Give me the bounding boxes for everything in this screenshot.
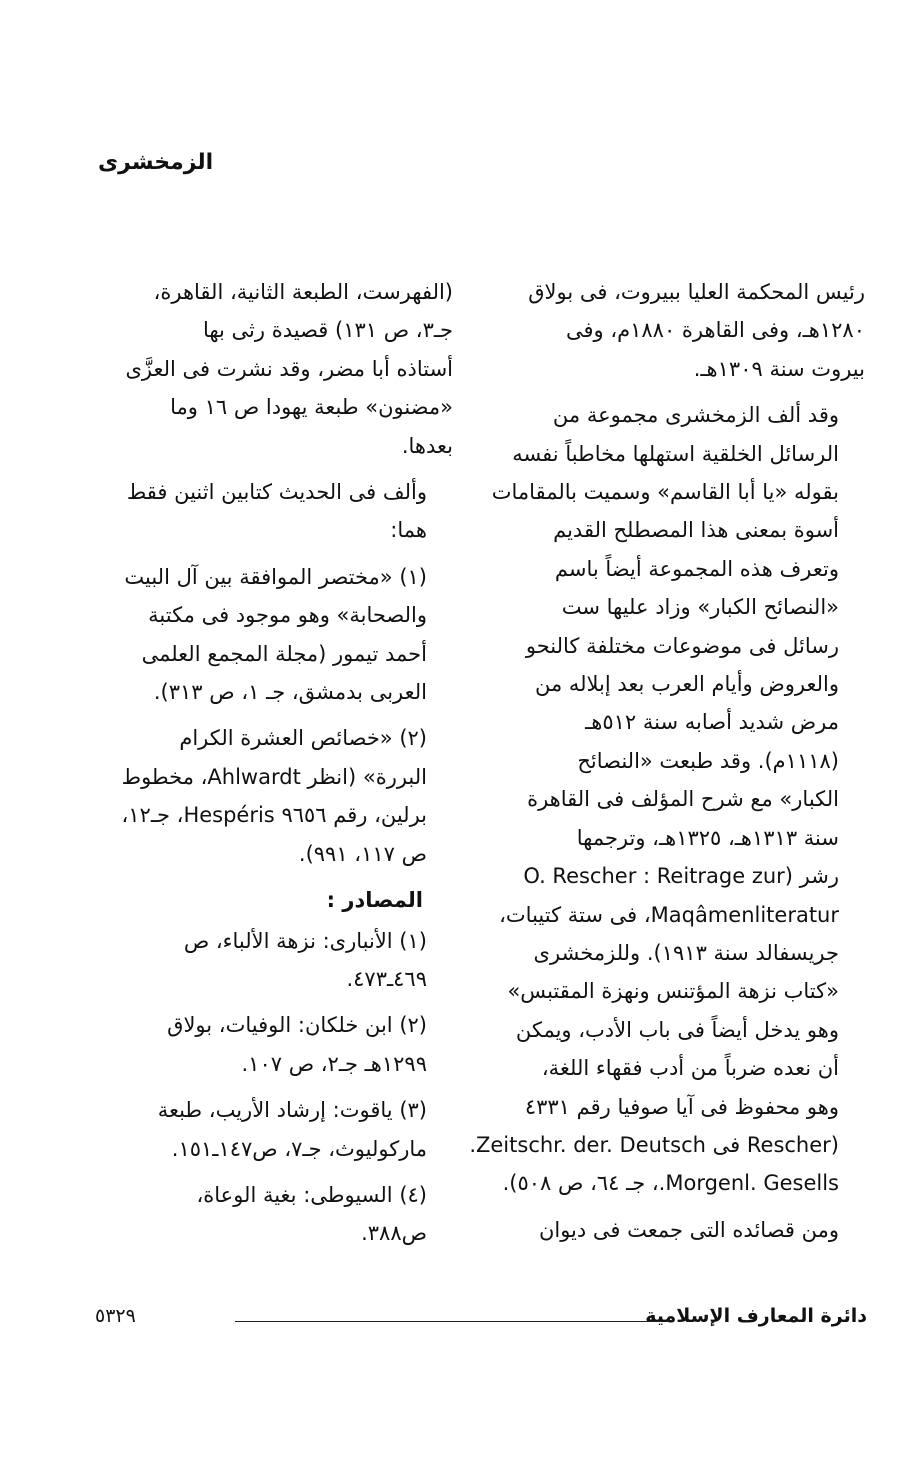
source-entry (95, 1006, 453, 1083)
text-line: سنة ١٣١٣هـ، ١٣٢٥هـ، وترجمها (576, 825, 839, 850)
text-line: وهو يدخل أيضاً فى باب الأدب، ويمكن (515, 1017, 839, 1042)
text-line: بيروت سنة ١٣٠٩هـ. (693, 356, 865, 381)
page-footer (95, 1305, 867, 1335)
text-line: وقد ألف الزمخشرى مجموعة من (552, 403, 839, 428)
text-line: مرض شديد أصابه سنة ٥١٢هـ (585, 710, 839, 735)
paragraph (95, 558, 453, 712)
text-line: رسائل فى موضوعات مختلفة كالنحو (525, 633, 839, 658)
text-line: جـ٣، ص ١٣١) قصيدة رثى بها (202, 318, 453, 343)
text-line: «كتاب نزهة المؤتنس ونهزة المقتبس» (507, 979, 839, 1004)
text-line: العربى بدمشق، جـ ١، ص ٣١٣). (153, 680, 427, 705)
text-line: (٤) السيوطى: بغية الوعاة، (196, 1182, 427, 1207)
paragraph (500, 1211, 865, 1249)
text-line: أسوة بمعنى هذا المصطلح القديم (553, 518, 839, 543)
text-line: «النصائح الكبار» وزاد عليها ست (561, 595, 839, 620)
text-line: أن نعده ضرباً من أدب فقهاء اللغة، (541, 1056, 839, 1081)
text-line: Maqâmenliteratur، فى ستة كتيبات، (499, 902, 839, 927)
paragraph (500, 273, 865, 388)
text-line: أستاذه أبا مضر، وقد نشرت فى العزَّى (125, 356, 453, 381)
paragraph (469, 396, 865, 1203)
paragraph (95, 273, 453, 465)
right-column (469, 273, 865, 1257)
text-line: جريسفالد سنة ١٩١٣). وللزمخشرى (533, 940, 839, 965)
text-line: ٤٦٩ـ٤٧٣. (346, 966, 427, 991)
text-line: ١٢٩٩هـ جـ٢، ص ١٠٧. (241, 1051, 427, 1076)
text-line: برلين، رقم ٩٦٥٦ Hespéris، جـ١٢، (121, 803, 427, 828)
text-line: (الفهرست، الطبعة الثانية، القاهرة، (153, 280, 453, 304)
text-line: ص٣٨٨. (361, 1221, 427, 1246)
paragraph (95, 719, 453, 873)
text-line: ومن قصائده التى جمعت فى ديوان (538, 1217, 839, 1242)
text-line: ص ١١٧، ٩٩١). (298, 841, 427, 866)
text-line: وألف فى الحديث كتابين اثنين فقط (126, 480, 427, 505)
text-line: ١٢٨٠هـ، وفى القاهرة ١٨٨٠م، وفى (565, 318, 865, 343)
source-entry (95, 922, 453, 999)
text-line: بعدها. (401, 433, 453, 458)
text-line: (٣) ياقوت: إرشاد الأريب، طبعة (157, 1098, 427, 1123)
left-column (95, 273, 453, 1261)
text-line: (١١١٨م). وقد طبعت «النصائح (577, 748, 839, 773)
text-line: (٢) ابن خلكان: الوفيات، بولاق (167, 1013, 427, 1038)
text-line: أحمد تيمور (مجلة المجمع العلمى (141, 641, 427, 666)
text-line: ماركوليوث، جـ٧، ص١٤٧ـ١٥١. (171, 1136, 427, 1161)
text-line: البررة» (انظر Ahlwardt، مخطوط (121, 764, 427, 789)
source-entry (95, 1176, 453, 1253)
text-line: Morgenl. Gesells.، جـ ٦٤، ص ٥٠٨). (502, 1171, 839, 1196)
paragraph (95, 473, 453, 550)
text-line: الرسائل الخلقية استهلها مخاطباً نفسه (512, 441, 839, 466)
footer-page-number: ٥٣٢٩ (95, 1305, 136, 1327)
text-line: رشر (O. Rescher : Reitrage zur (523, 864, 839, 889)
text-line: بقوله «يا أبا القاسم» وسميت بالمقامات (491, 480, 839, 505)
page-header-title: الزمخشرى (98, 150, 214, 175)
footer-rule (235, 1321, 662, 1322)
text-line: والصحابة» وهو موجود فى مكتبة (148, 603, 427, 628)
text-line: رئيس المحكمة العليا ببيروت، فى بولاق (528, 280, 865, 304)
text-line: الكبار» مع شرح المؤلف فى القاهرة (527, 787, 839, 812)
source-entry (95, 1091, 453, 1168)
text-line: هما: (390, 518, 427, 543)
text-line: وهو محفوظ فى آيا صوفيا رقم ٤٣٣١ (524, 1094, 839, 1119)
text-line: (١) الأنبارى: نزهة الألباء، ص (183, 928, 427, 953)
text-line: (Rescher فى Zeitschr. der. Deutsch. (469, 1132, 839, 1157)
footer-journal-name: دائرة المعارف الإسلامية (645, 1305, 867, 1327)
text-line: والعروض وأيام العرب بعد إبلاله من (534, 672, 839, 697)
text-line: (٢) «خصائص العشرة الكرام (179, 726, 427, 751)
text-line: (١) «مختصر الموافقة بين آل البيت (124, 564, 427, 589)
text-line: وتعرف هذه المجموعة أيضاً باسم (554, 556, 839, 581)
sources-heading: المصادر : (326, 888, 423, 913)
text-line: «مضنون» طبعة يهودا ص ١٦ وما (170, 395, 453, 420)
